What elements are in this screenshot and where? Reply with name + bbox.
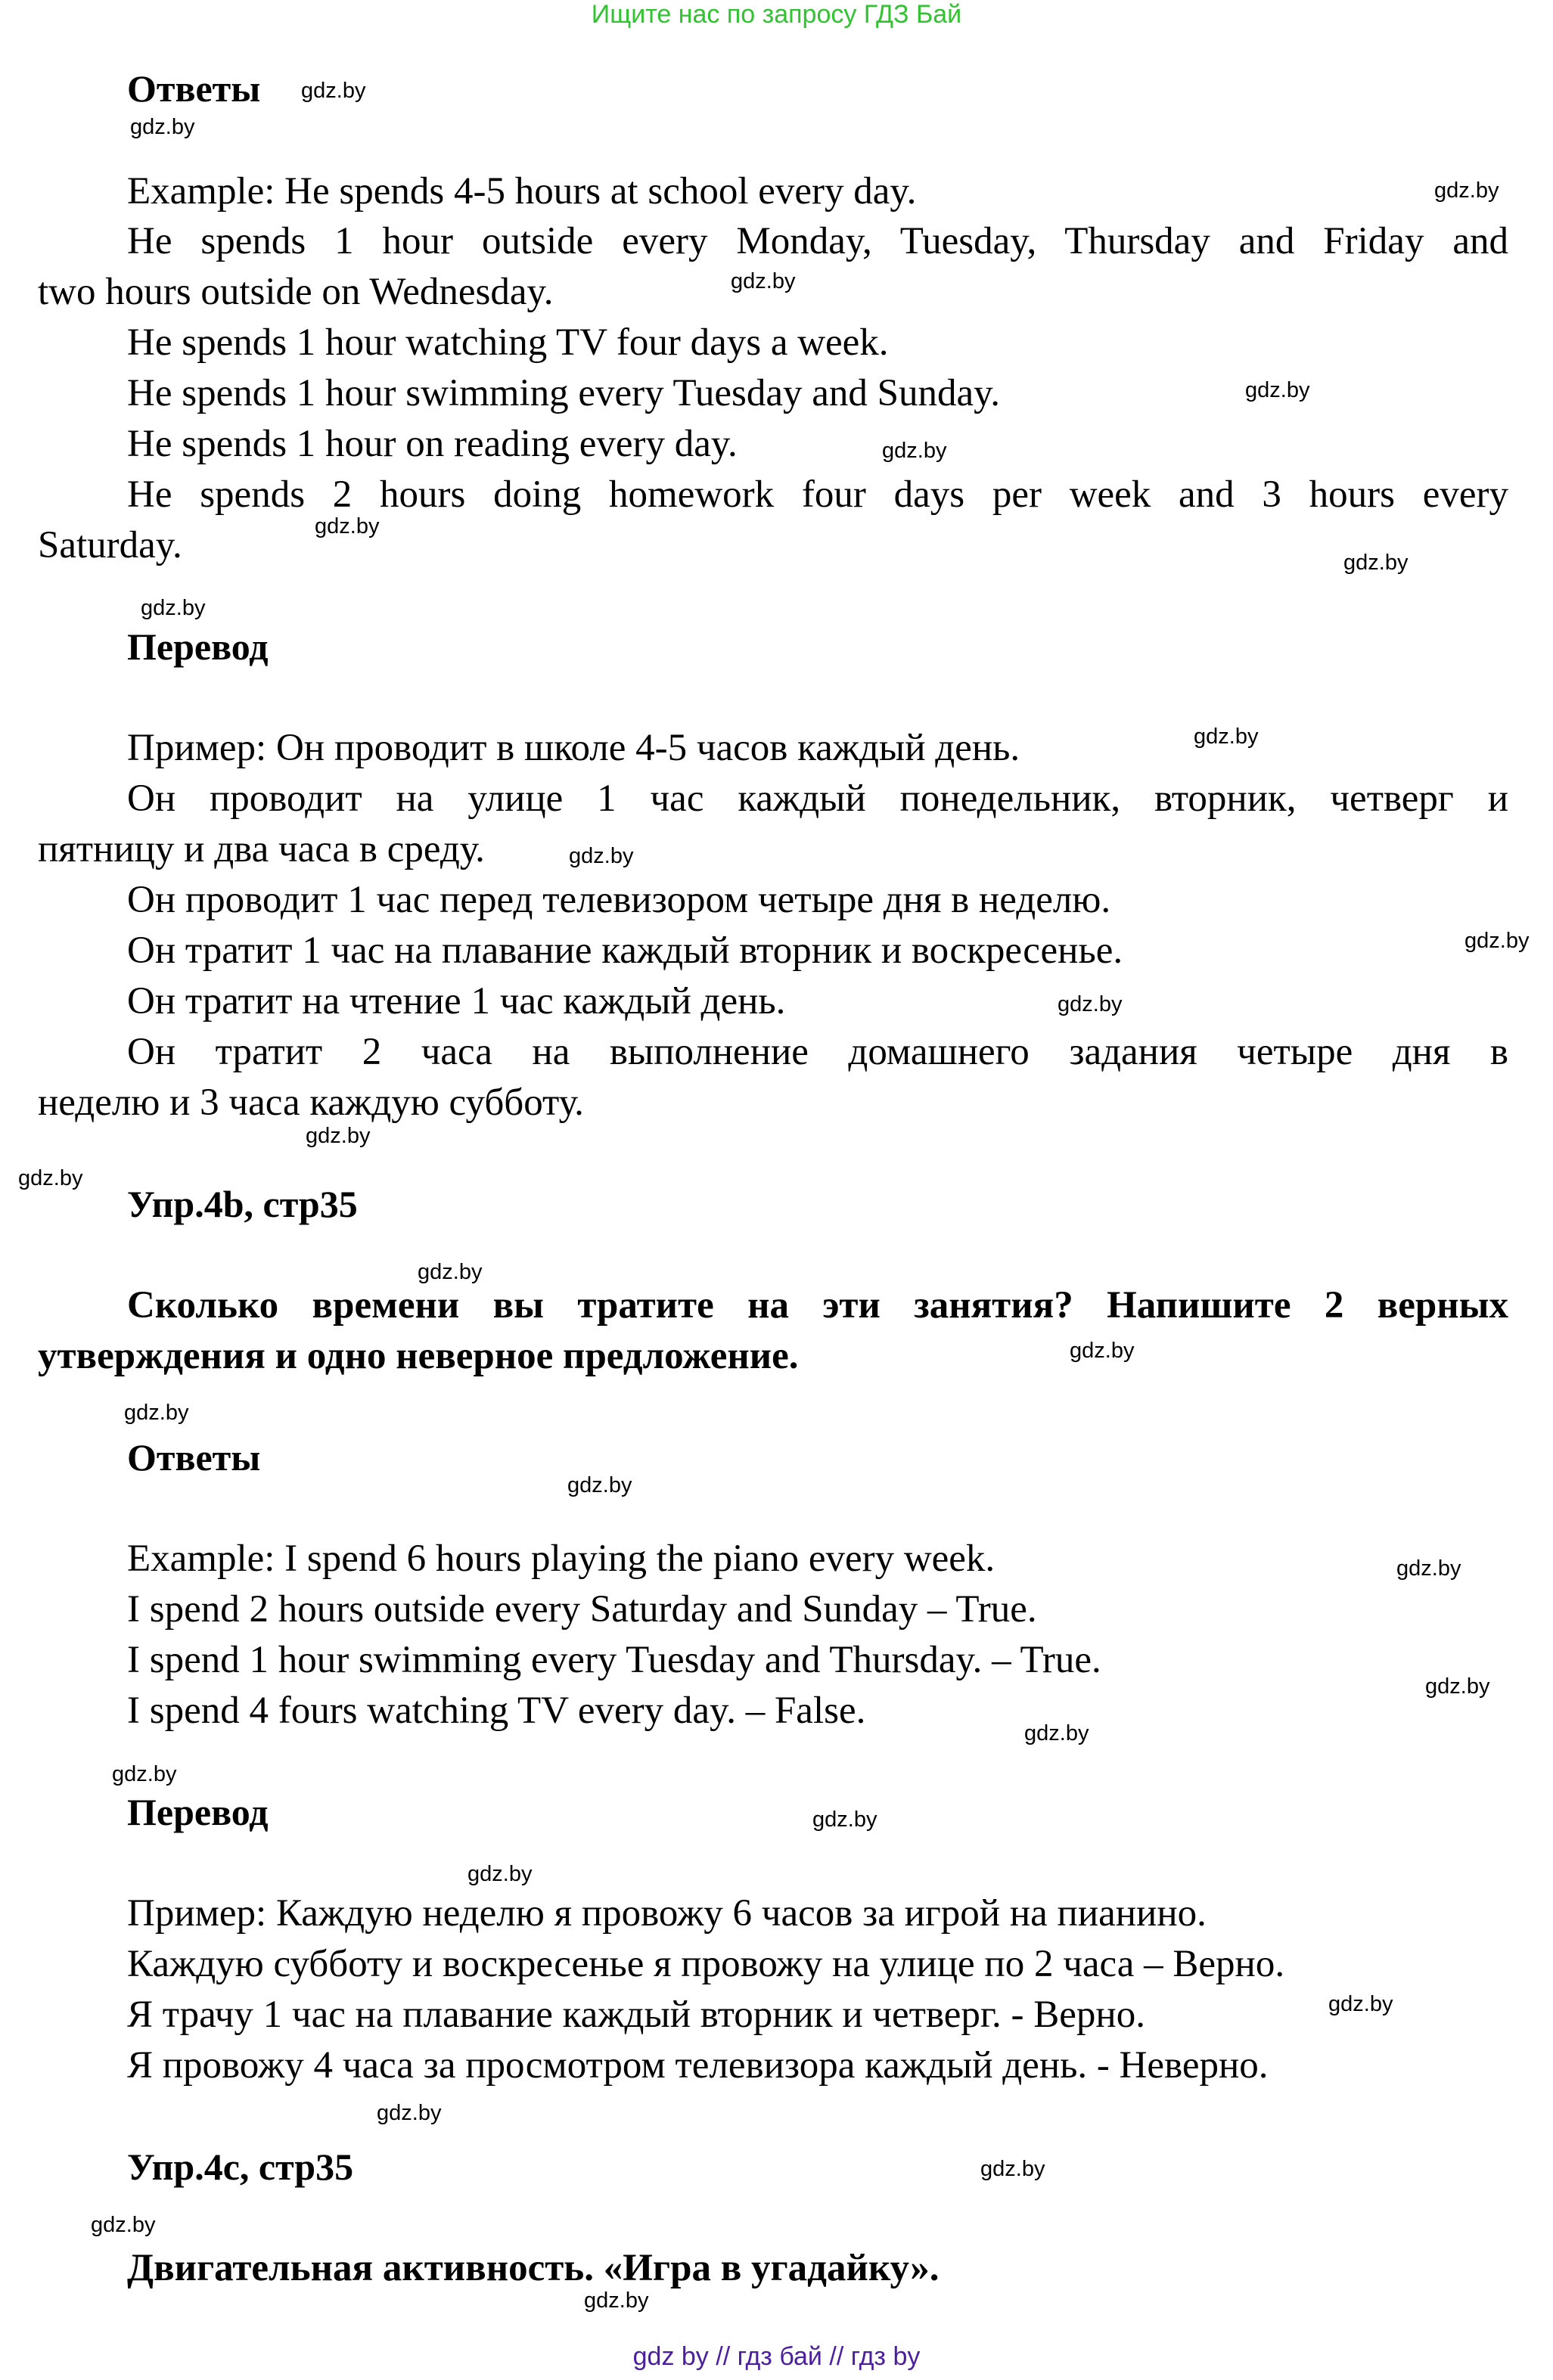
- answer-line: I spend 4 fours watching TV every day. – False.: [127, 1690, 866, 1732]
- translation-line: Я провожу 4 часа за просмотром телевизора каждый день. - Неверно.: [127, 2044, 1269, 2087]
- answer-line: He spends 1 hour swimming every Tuesday and Sunday.: [127, 372, 1001, 414]
- watermark: gdz.by: [130, 115, 195, 139]
- answer-line: Example: He spends 4-5 hours at school every day.: [127, 170, 917, 213]
- watermark: gdz.by: [1343, 551, 1409, 575]
- watermark: gdz.by: [1434, 178, 1499, 203]
- watermark: gdz.by: [124, 1401, 189, 1425]
- translation-line: Он тратит 2 часа на выполнение домашнего задания четыре дня в: [127, 1031, 1508, 1073]
- watermark: gdz.by: [1328, 1992, 1393, 2016]
- exercise-heading: Упр.4c, стр35: [127, 2146, 354, 2188]
- watermark: gdz.by: [18, 1166, 83, 1190]
- task-line: утверждения и одно неверное предложение.: [38, 1335, 799, 1377]
- translation-line: Пример: Каждую неделю я провожу 6 часов за игрой на пианино.: [127, 1892, 1207, 1935]
- watermark: gdz.by: [377, 2101, 442, 2125]
- watermark: gdz.by: [584, 2288, 649, 2313]
- watermark: gdz.by: [112, 1762, 177, 1786]
- answer-line: He spends 2 hours doing homework four days per week and 3 hours every: [127, 473, 1508, 516]
- task-line: Двигательная активность. «Игра в угадайку».: [127, 2247, 940, 2289]
- translation-line: Он тратит 1 час на плавание каждый вторник и воскресенье.: [127, 929, 1123, 972]
- translation-line: Пример: Он проводит в школе 4-5 часов каждый день.: [127, 727, 1020, 769]
- translation-line: пятницу и два часа в среду.: [38, 828, 485, 870]
- translation-line: Каждую субботу и воскресенье я провожу на улице по 2 часа – Верно.: [127, 1943, 1285, 1985]
- answer-line: I spend 2 hours outside every Saturday and Sunday – True.: [127, 1588, 1037, 1631]
- watermark: gdz.by: [301, 79, 366, 103]
- answers-heading: Ответы: [127, 67, 261, 110]
- footer: gdz by // гдз бай // гдз by: [632, 2342, 921, 2371]
- watermark: gdz.by: [812, 1807, 877, 1832]
- watermark: gdz.by: [567, 1473, 632, 1497]
- answer-line: two hours outside on Wednesday.: [38, 271, 554, 313]
- translation-line: Он тратит на чтение 1 час каждый день.: [127, 980, 786, 1022]
- watermark: gdz.by: [467, 1862, 533, 1886]
- watermark: gdz.by: [1425, 1674, 1490, 1699]
- exercise-heading: Упр.4b, стр35: [127, 1183, 358, 1225]
- watermark: gdz.by: [1058, 992, 1123, 1016]
- watermark: gdz.by: [91, 2213, 156, 2237]
- watermark: gdz.by: [731, 269, 796, 293]
- translation-line: Он проводит на улице 1 час каждый понедельник, вторник, четверг и: [127, 777, 1508, 820]
- watermark: gdz.by: [882, 439, 947, 463]
- translation-line: Он проводит 1 час перед телевизором четыре дня в неделю.: [127, 879, 1111, 921]
- watermark: gdz.by: [1464, 929, 1530, 953]
- answer-line: He spends 1 hour outside every Monday, Tuesday, Thursday and Friday and: [127, 220, 1508, 262]
- answer-line: He spends 1 hour on reading every day.: [127, 423, 738, 465]
- task-line: Сколько времени вы тратите на эти занятия? Напишите 2 верных: [127, 1284, 1508, 1327]
- answer-line: Example: I spend 6 hours playing the piano every week.: [127, 1538, 995, 1580]
- answer-line: He spends 1 hour watching TV four days a week.: [127, 321, 889, 364]
- watermark: gdz.by: [1024, 1721, 1089, 1745]
- top-banner: Ищите нас по запросу ГДЗ Бай: [591, 0, 962, 29]
- translation-heading: Перевод: [127, 1791, 269, 1833]
- watermark: gdz.by: [1396, 1556, 1461, 1581]
- watermark: gdz.by: [1245, 378, 1310, 402]
- watermark: gdz.by: [569, 844, 634, 868]
- watermark: gdz.by: [315, 514, 380, 538]
- watermark: gdz.by: [306, 1124, 371, 1148]
- watermark: gdz.by: [1070, 1339, 1135, 1363]
- answers-heading: Ответы: [127, 1436, 261, 1479]
- watermark: gdz.by: [1194, 725, 1259, 749]
- translation-line: неделю и 3 часа каждую субботу.: [38, 1081, 584, 1124]
- answer-line: Saturday.: [38, 524, 182, 566]
- answer-line: I spend 1 hour swimming every Tuesday and Thursday. – True.: [127, 1639, 1101, 1681]
- watermark: gdz.by: [980, 2157, 1045, 2181]
- translation-heading: Перевод: [127, 625, 269, 668]
- watermark: gdz.by: [141, 596, 206, 620]
- translation-line: Я трачу 1 час на плавание каждый вторник и четверг. - Верно.: [127, 1994, 1145, 2036]
- watermark: gdz.by: [418, 1260, 483, 1284]
